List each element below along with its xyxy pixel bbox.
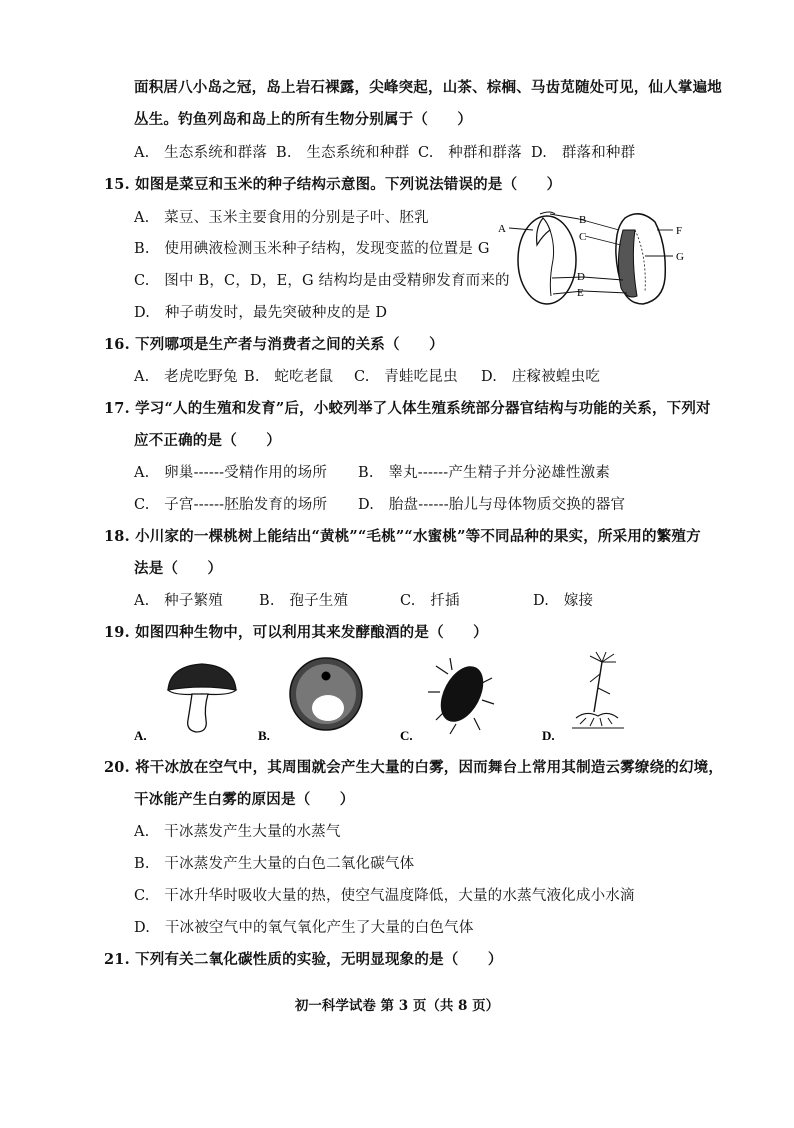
corn-embryo: [618, 230, 637, 297]
q17-option-b: B. 睾丸------产生精子并分泌雄性激素: [358, 465, 611, 481]
q17-option-d: D. 胎盘------胎儿与母体物质交换的器官: [358, 497, 626, 513]
org-label-c: C.: [400, 728, 413, 743]
label-d: D: [577, 271, 585, 283]
q18-option-c: C. 扦插: [400, 593, 460, 609]
q20-option-a: A. 干冰蒸发产生大量的水蒸气: [134, 824, 341, 840]
q16-option-a: A. 老虎吃野兔: [134, 369, 238, 385]
q20-option-d: D. 干冰被空气中的氧气氧化产生了大量的白色气体: [134, 920, 474, 936]
q16-option-c: C. 青蛙吃昆虫: [354, 369, 458, 385]
org-label-b: B.: [258, 728, 270, 743]
q16-option-b: B. 蛇吃老鼠: [244, 369, 334, 385]
label-a: A: [498, 223, 506, 235]
label-b: B: [579, 214, 587, 226]
q18-option-d: D. 嫁接: [533, 593, 594, 609]
mushroom-icon: [168, 664, 236, 732]
mold-icon: [572, 652, 624, 728]
q15-option-b: B. 使用碘液检测玉米种子结构，发现变蓝的位置是 G: [134, 241, 490, 257]
q21-stem: 21. 下列有关二氧化碳性质的实验，无明显现象的是（ ）: [104, 951, 503, 968]
seed-structure-figure: [495, 200, 695, 312]
q20-line2: 干冰能产生白雾的原因是（ ）: [134, 791, 355, 808]
q18-option-a: A. 种子繁殖: [134, 593, 223, 609]
q14-option-a: A. 生态系统和群落: [134, 145, 268, 161]
q20-line1: 20. 将干冰放在空气中，其周围就会产生大量的白雾，因而舞台上常用其制造云雾缭绕的幻境，: [104, 759, 724, 776]
yeast-cell-icon: [290, 658, 362, 730]
bean-plumule: [537, 218, 550, 245]
label-e: E: [577, 287, 584, 299]
organisms-figure: [130, 648, 630, 744]
q18-option-b: B. 孢子生殖: [259, 593, 349, 609]
q20-option-b: B. 干冰蒸发产生大量的白色二氧化碳气体: [134, 856, 415, 872]
mite-icon: [428, 658, 494, 734]
q14-line1: 面积居八小岛之冠，岛上岩石裸露，尖峰突起，山茶、棕榈、马齿苋随处可见，仙人掌遍地: [134, 79, 722, 96]
q17-line2: 应不正确的是（ ）: [134, 432, 281, 449]
q20-option-c: C. 干冰升华时吸收大量的热，使空气温度降低，大量的水蒸气液化成小水滴: [134, 888, 635, 904]
q16-stem: 16. 下列哪项是生产者与消费者之间的关系（ ）: [104, 336, 444, 353]
page-footer: 初一科学试卷 第 3 页（共 8 页）: [294, 998, 500, 1014]
q16-option-d: D. 庄稼被蝗虫吃: [481, 369, 601, 385]
q17-line1: 17. 学习“人的生殖和发育”后，小蛟列举了人体生殖系统部分器官结构与功能的关系，下列对: [104, 400, 711, 417]
q15-option-c: C. 图中 B，C，D，E，G 结构均是由受精卵发育而来的: [134, 273, 510, 289]
q14-option-c: C. 种群和群落: [418, 145, 522, 161]
org-label-d: D.: [542, 728, 555, 743]
q14-option-b: B. 生态系统和种群: [276, 145, 410, 161]
q15-stem: 15. 如图是菜豆和玉米的种子结构示意图。下列说法错误的是（ ）: [104, 176, 562, 193]
label-g: G: [676, 251, 684, 263]
q18-line1: 18. 小川家的一棵桃树上能结出“黄桃”“毛桃”“水蜜桃”等不同品种的果实，所采用的繁殖方: [104, 528, 701, 545]
q19-stem: 19. 如图四种生物中，可以利用其来发酵酿酒的是（ ）: [104, 624, 488, 641]
org-label-a: A.: [134, 728, 147, 743]
q15-option-a: A. 菜豆、玉米主要食用的分别是子叶、胚乳: [134, 210, 429, 226]
q14-option-d: D. 群落和种群: [531, 145, 636, 161]
q18-line2: 法是（ ）: [134, 560, 223, 577]
q14-line2: 丛生。钓鱼列岛和岛上的所有生物分别属于（ ）: [134, 111, 473, 128]
q17-option-a: A. 卵巢------受精作用的场所: [134, 465, 328, 481]
label-c: C: [579, 231, 587, 243]
q17-option-c: C. 子宫------胚胎发育的场所: [134, 497, 328, 513]
q15-option-d: D. 种子萌发时，最先突破种皮的是 D: [134, 305, 388, 321]
label-f: F: [676, 225, 683, 237]
